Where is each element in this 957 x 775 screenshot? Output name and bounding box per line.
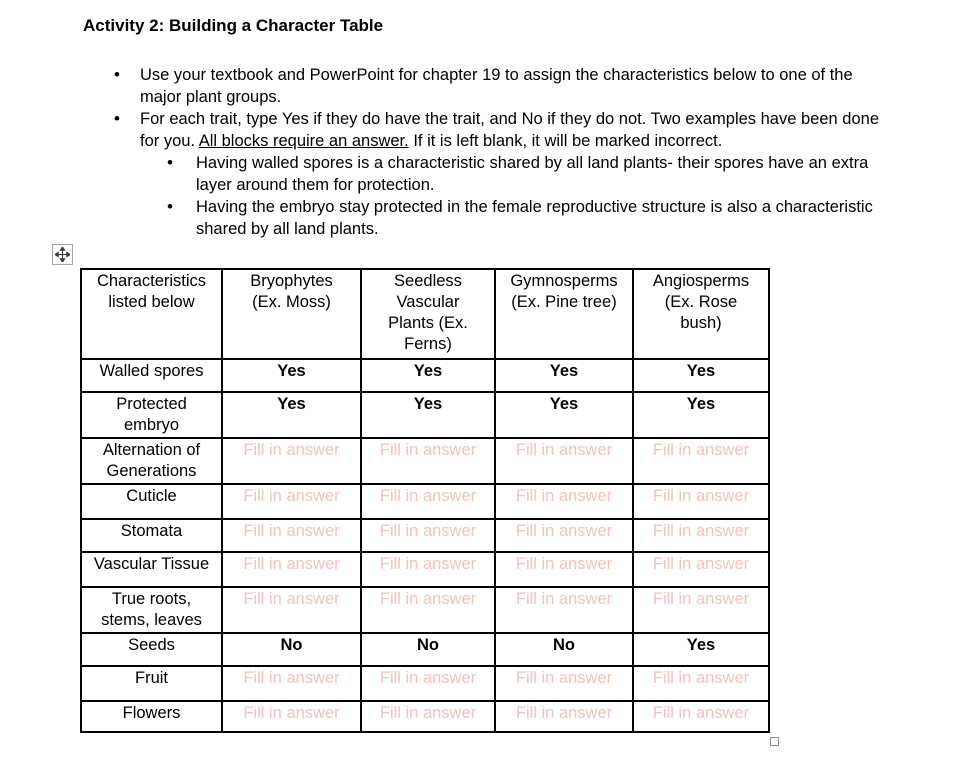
instruction-list <box>83 64 883 240</box>
answer-cell[interactable]: No <box>495 633 633 666</box>
character-table <box>80 268 770 733</box>
row-label: Fruit <box>81 666 222 701</box>
placeholder-cell[interactable]: Fill in answer <box>222 552 361 587</box>
placeholder-cell[interactable]: Fill in answer <box>495 701 633 732</box>
answer-cell[interactable]: Yes <box>633 633 769 666</box>
placeholder-cell[interactable]: Fill in answer <box>222 438 361 484</box>
placeholder-cell[interactable]: Fill in answer <box>495 666 633 701</box>
row-label: Stomata <box>81 519 222 552</box>
placeholder-cell[interactable]: Fill in answer <box>361 552 495 587</box>
placeholder-cell[interactable]: Fill in answer <box>495 484 633 519</box>
instruction-text: Having walled spores is a characteristic shared by all land plants- their spores have an extra layer around them for protection. <box>196 154 869 194</box>
placeholder-cell[interactable]: Fill in answer <box>633 438 769 484</box>
instruction-text-underlined: All blocks require an answer. <box>198 132 409 150</box>
placeholder-cell[interactable]: Fill in answer <box>633 666 769 701</box>
instruction-sublist <box>140 152 883 240</box>
answer-cell[interactable]: Yes <box>495 392 633 438</box>
placeholder-cell[interactable]: Fill in answer <box>222 587 361 633</box>
placeholder-cell[interactable]: Fill in answer <box>361 701 495 732</box>
answer-cell[interactable]: Yes <box>222 392 361 438</box>
placeholder-cell[interactable]: Fill in answer <box>633 552 769 587</box>
placeholder-cell[interactable]: Fill in answer <box>222 519 361 552</box>
table-row <box>81 392 769 438</box>
answer-cell[interactable]: No <box>222 633 361 666</box>
table-row <box>81 701 769 732</box>
page-title: Activity 2: Building a Character Table <box>83 16 384 35</box>
answer-cell[interactable]: No <box>361 633 495 666</box>
placeholder-cell[interactable]: Fill in answer <box>633 587 769 633</box>
placeholder-cell[interactable]: Fill in answer <box>495 519 633 552</box>
instruction-bullet <box>83 108 883 240</box>
placeholder-cell[interactable]: Fill in answer <box>361 484 495 519</box>
table-row <box>81 519 769 552</box>
table-row <box>81 633 769 666</box>
header-gymnosperms: Gymnosperms (Ex. Pine tree) <box>495 269 633 359</box>
table-move-handle[interactable] <box>52 244 73 265</box>
answer-cell[interactable]: Yes <box>633 392 769 438</box>
placeholder-cell[interactable]: Fill in answer <box>495 438 633 484</box>
instruction-text: For each trait, type Yes if they do have the trait, and No if they do not. Two examples have been done for you. <box>140 110 879 150</box>
instruction-text: Use your textbook and PowerPoint for chapter 19 to assign the characteristics below to one of the major plant groups. <box>140 66 853 106</box>
placeholder-cell[interactable]: Fill in answer <box>633 701 769 732</box>
answer-cell[interactable]: Yes <box>222 359 361 392</box>
table-row <box>81 552 769 587</box>
row-label: Flowers <box>81 701 222 732</box>
placeholder-cell[interactable]: Fill in answer <box>222 701 361 732</box>
instruction-text: If it is left blank, it will be marked incorrect. <box>408 132 723 150</box>
row-label: Walled spores <box>81 359 222 392</box>
placeholder-cell[interactable]: Fill in answer <box>495 552 633 587</box>
instruction-sub-bullet <box>140 196 883 240</box>
table-row <box>81 666 769 701</box>
instruction-sub-bullet <box>140 152 883 196</box>
row-label: Cuticle <box>81 484 222 519</box>
move-icon <box>55 247 70 262</box>
header-characteristics: Characteristics listed below <box>81 269 222 359</box>
answer-cell[interactable]: Yes <box>361 359 495 392</box>
table-resize-handle[interactable] <box>770 737 779 746</box>
row-label: Vascular Tissue <box>81 552 222 587</box>
header-bryophytes: Bryophytes (Ex. Moss) <box>222 269 361 359</box>
character-table-container <box>80 268 768 733</box>
answer-cell[interactable]: Yes <box>633 359 769 392</box>
table-row <box>81 359 769 392</box>
answer-cell[interactable]: Yes <box>495 359 633 392</box>
placeholder-cell[interactable]: Fill in answer <box>361 519 495 552</box>
instruction-bullet <box>83 64 883 108</box>
placeholder-cell[interactable]: Fill in answer <box>633 484 769 519</box>
instruction-text: Having the embryo stay protected in the female reproductive structure is also a characteristic shared by all land plants. <box>196 198 873 238</box>
row-label: Protected embryo <box>81 392 222 438</box>
placeholder-cell[interactable]: Fill in answer <box>495 587 633 633</box>
row-label: Alternation of Generations <box>81 438 222 484</box>
row-label: True roots, stems, leaves <box>81 587 222 633</box>
table-header-row <box>81 269 769 359</box>
table-row <box>81 484 769 519</box>
table-row <box>81 438 769 484</box>
row-label: Seeds <box>81 633 222 666</box>
answer-cell[interactable]: Yes <box>361 392 495 438</box>
table-row <box>81 587 769 633</box>
placeholder-cell[interactable]: Fill in answer <box>361 666 495 701</box>
placeholder-cell[interactable]: Fill in answer <box>633 519 769 552</box>
placeholder-cell[interactable]: Fill in answer <box>222 484 361 519</box>
placeholder-cell[interactable]: Fill in answer <box>361 587 495 633</box>
placeholder-cell[interactable]: Fill in answer <box>361 438 495 484</box>
header-angiosperms: Angiosperms (Ex. Rose bush) <box>633 269 769 359</box>
header-seedless-vascular: Seedless Vascular Plants (Ex. Ferns) <box>361 269 495 359</box>
placeholder-cell[interactable]: Fill in answer <box>222 666 361 701</box>
